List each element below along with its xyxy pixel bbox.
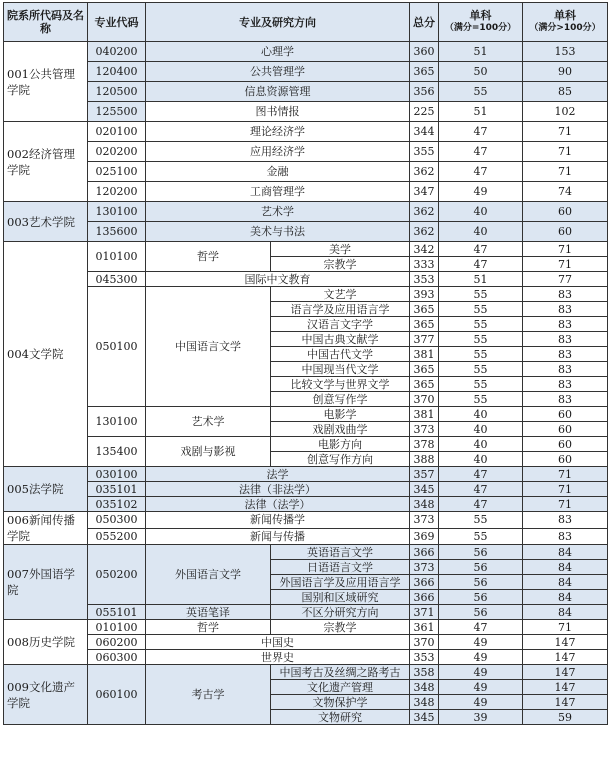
- dept-cell: 009文化遗产学院: [4, 665, 88, 725]
- direction-cell: 宗教学: [271, 257, 410, 272]
- dept-cell: 008历史学院: [4, 620, 88, 665]
- code-cell: 035102: [88, 497, 146, 512]
- single-over100-cell: 153: [523, 42, 608, 62]
- total-cell: 361: [410, 620, 439, 635]
- single-over100-cell: 83: [523, 287, 608, 302]
- dept-cell: 001公共管理学院: [4, 42, 88, 122]
- table-row: [4, 82, 608, 102]
- table-row: [4, 437, 608, 452]
- table-row: [4, 512, 608, 529]
- single-over100-cell: 147: [523, 695, 608, 710]
- single100-cell: 39: [439, 710, 523, 725]
- code-cell: 135400: [88, 437, 146, 467]
- total-cell: 393: [410, 287, 439, 302]
- total-cell: 347: [410, 182, 439, 202]
- total-cell: 348: [410, 680, 439, 695]
- code-cell: 130100: [88, 407, 146, 437]
- single-over100-cell: 71: [523, 467, 608, 482]
- major-cell: 哲学: [146, 620, 271, 635]
- major-cell: 艺术学: [146, 202, 410, 222]
- total-cell: 362: [410, 202, 439, 222]
- table-row: [4, 182, 608, 202]
- direction-cell: 中国考古及丝绸之路考古: [271, 665, 410, 680]
- major-cell: 外国语言文学: [146, 545, 271, 605]
- major-cell: 法律（法学）: [146, 497, 410, 512]
- single-over100-cell: 71: [523, 257, 608, 272]
- single-over100-cell: 60: [523, 202, 608, 222]
- major-cell: 艺术学: [146, 407, 271, 437]
- single100-cell: 49: [439, 665, 523, 680]
- single100-cell: 55: [439, 512, 523, 529]
- single-over100-cell: 77: [523, 272, 608, 287]
- single100-cell: 55: [439, 377, 523, 392]
- table-row: [4, 42, 608, 62]
- total-cell: 333: [410, 257, 439, 272]
- header-single-over-100-title: 单科: [554, 9, 576, 22]
- single-over100-cell: 71: [523, 162, 608, 182]
- total-cell: 357: [410, 467, 439, 482]
- single100-cell: 47: [439, 257, 523, 272]
- major-cell: 新闻与传播: [146, 528, 410, 545]
- direction-cell: 美学: [271, 242, 410, 257]
- major-cell: 工商管理学: [146, 182, 410, 202]
- major-cell: 公共管理学: [146, 62, 410, 82]
- single-over100-cell: 60: [523, 407, 608, 422]
- table-row: [4, 62, 608, 82]
- single100-cell: 47: [439, 497, 523, 512]
- single100-cell: 49: [439, 182, 523, 202]
- total-cell: 345: [410, 482, 439, 497]
- table-row: [4, 665, 608, 680]
- direction-cell: 汉语言文字学: [271, 317, 410, 332]
- table-row: [4, 650, 608, 665]
- total-cell: 371: [410, 605, 439, 620]
- total-cell: 381: [410, 347, 439, 362]
- total-cell: 344: [410, 122, 439, 142]
- major-cell: 新闻传播学: [146, 512, 410, 529]
- table-row: [4, 287, 608, 302]
- single100-cell: 50: [439, 62, 523, 82]
- single100-cell: 40: [439, 452, 523, 467]
- single100-cell: 55: [439, 362, 523, 377]
- table-row: [4, 162, 608, 182]
- code-cell: 050200: [88, 545, 146, 605]
- major-cell: 应用经济学: [146, 142, 410, 162]
- single-over100-cell: 147: [523, 635, 608, 650]
- single100-cell: 47: [439, 142, 523, 162]
- single100-cell: 51: [439, 272, 523, 287]
- single-over100-cell: 71: [523, 620, 608, 635]
- single-over100-cell: 85: [523, 82, 608, 102]
- single-over100-cell: 83: [523, 302, 608, 317]
- single-over100-cell: 60: [523, 222, 608, 242]
- total-cell: 373: [410, 512, 439, 529]
- single-over100-cell: 83: [523, 512, 608, 529]
- single100-cell: 47: [439, 242, 523, 257]
- single-over100-cell: 83: [523, 332, 608, 347]
- dept-cell: 002经济管理学院: [4, 122, 88, 202]
- single100-cell: 47: [439, 620, 523, 635]
- major-cell: 戏剧与影视: [146, 437, 271, 467]
- total-cell: 362: [410, 222, 439, 242]
- direction-cell: 创意写作方向: [271, 452, 410, 467]
- direction-cell: 语言学及应用语言学: [271, 302, 410, 317]
- code-cell: 040200: [88, 42, 146, 62]
- header-single-over-100: [523, 3, 608, 42]
- code-cell: 020100: [88, 122, 146, 142]
- direction-cell: 英语语言文学: [271, 545, 410, 560]
- major-cell: 考古学: [146, 665, 271, 725]
- table-row: [4, 222, 608, 242]
- total-cell: 342: [410, 242, 439, 257]
- single-over100-cell: 147: [523, 680, 608, 695]
- total-cell: 365: [410, 362, 439, 377]
- single-over100-cell: 71: [523, 142, 608, 162]
- total-cell: 365: [410, 377, 439, 392]
- table-row: [4, 467, 608, 482]
- total-cell: 358: [410, 665, 439, 680]
- single-over100-cell: 71: [523, 242, 608, 257]
- direction-cell: 文化遗产管理: [271, 680, 410, 695]
- single100-cell: 56: [439, 560, 523, 575]
- single-over100-cell: 60: [523, 452, 608, 467]
- direction-cell: 戏剧戏曲学: [271, 422, 410, 437]
- code-cell: 125500: [88, 102, 146, 122]
- total-cell: 365: [410, 62, 439, 82]
- total-cell: 355: [410, 142, 439, 162]
- direction-cell: 电影学: [271, 407, 410, 422]
- table-row: [4, 122, 608, 142]
- single100-cell: 47: [439, 482, 523, 497]
- code-cell: 120500: [88, 82, 146, 102]
- code-cell: 035101: [88, 482, 146, 497]
- total-cell: 353: [410, 272, 439, 287]
- single-over100-cell: 74: [523, 182, 608, 202]
- direction-cell: 电影方向: [271, 437, 410, 452]
- single100-cell: 55: [439, 82, 523, 102]
- single-over100-cell: 90: [523, 62, 608, 82]
- total-cell: 348: [410, 497, 439, 512]
- major-cell: 国际中文教育: [146, 272, 410, 287]
- table-row: [4, 482, 608, 497]
- single-over100-cell: 84: [523, 575, 608, 590]
- single-over100-cell: 83: [523, 347, 608, 362]
- single100-cell: 55: [439, 302, 523, 317]
- total-cell: 370: [410, 635, 439, 650]
- table-row: [4, 528, 608, 545]
- direction-cell: 文物保护学: [271, 695, 410, 710]
- total-cell: 365: [410, 317, 439, 332]
- single100-cell: 47: [439, 467, 523, 482]
- dept-cell: 006新闻传播学院: [4, 512, 88, 545]
- code-cell: 045300: [88, 272, 146, 287]
- admission-score-table: [3, 2, 608, 725]
- single100-cell: 40: [439, 407, 523, 422]
- total-cell: 373: [410, 422, 439, 437]
- table-row: [4, 272, 608, 287]
- single100-cell: 47: [439, 122, 523, 142]
- major-cell: 英语笔译: [146, 605, 271, 620]
- code-cell: 055200: [88, 528, 146, 545]
- single100-cell: 49: [439, 635, 523, 650]
- major-cell: 美术与书法: [146, 222, 410, 242]
- header-major: 专业及研究方向: [146, 3, 410, 42]
- total-cell: 345: [410, 710, 439, 725]
- single100-cell: 40: [439, 202, 523, 222]
- single100-cell: 51: [439, 42, 523, 62]
- dept-cell: 003艺术学院: [4, 202, 88, 242]
- single100-cell: 55: [439, 347, 523, 362]
- single100-cell: 55: [439, 528, 523, 545]
- header-total: 总分: [410, 3, 439, 42]
- code-cell: 025100: [88, 162, 146, 182]
- single100-cell: 49: [439, 680, 523, 695]
- dept-cell: 004文学院: [4, 242, 88, 467]
- single-over100-cell: 71: [523, 482, 608, 497]
- total-cell: 362: [410, 162, 439, 182]
- major-cell: 心理学: [146, 42, 410, 62]
- major-cell: 世界史: [146, 650, 410, 665]
- single100-cell: 55: [439, 332, 523, 347]
- code-cell: 010100: [88, 242, 146, 272]
- total-cell: 353: [410, 650, 439, 665]
- direction-cell: 中国现当代文学: [271, 362, 410, 377]
- table-row: [4, 142, 608, 162]
- dept-cell: 007外国语学院: [4, 545, 88, 620]
- single-over100-cell: 102: [523, 102, 608, 122]
- code-cell: 120400: [88, 62, 146, 82]
- code-cell: 120200: [88, 182, 146, 202]
- direction-cell: 国别和区域研究: [271, 590, 410, 605]
- single100-cell: 56: [439, 575, 523, 590]
- single100-cell: 47: [439, 162, 523, 182]
- single100-cell: 49: [439, 695, 523, 710]
- total-cell: 381: [410, 407, 439, 422]
- total-cell: 377: [410, 332, 439, 347]
- header-single-100-title: 单科: [469, 9, 492, 22]
- direction-cell: 文物研究: [271, 710, 410, 725]
- code-cell: 030100: [88, 467, 146, 482]
- major-cell: 哲学: [146, 242, 271, 272]
- single100-cell: 56: [439, 605, 523, 620]
- total-cell: 366: [410, 590, 439, 605]
- code-cell: 055101: [88, 605, 146, 620]
- direction-cell: 日语语言文学: [271, 560, 410, 575]
- code-cell: 050300: [88, 512, 146, 529]
- total-cell: 373: [410, 560, 439, 575]
- major-cell: 信息资源管理: [146, 82, 410, 102]
- total-cell: 225: [410, 102, 439, 122]
- table-row: [4, 202, 608, 222]
- single-over100-cell: 83: [523, 528, 608, 545]
- code-cell: 020200: [88, 142, 146, 162]
- major-cell: 图书情报: [146, 102, 410, 122]
- total-cell: 388: [410, 452, 439, 467]
- major-cell: 理论经济学: [146, 122, 410, 142]
- code-cell: 135600: [88, 222, 146, 242]
- single100-cell: 51: [439, 102, 523, 122]
- code-cell: 050100: [88, 287, 146, 407]
- single-over100-cell: 59: [523, 710, 608, 725]
- direction-cell: 比较文学与世界文学: [271, 377, 410, 392]
- single-over100-cell: 83: [523, 377, 608, 392]
- single100-cell: 49: [439, 650, 523, 665]
- table-row: [4, 102, 608, 122]
- header-single-100-sub: （满分=100分）: [444, 23, 517, 33]
- direction-cell: 不区分研究方向: [271, 605, 410, 620]
- single-over100-cell: 83: [523, 317, 608, 332]
- total-cell: 378: [410, 437, 439, 452]
- total-cell: 370: [410, 392, 439, 407]
- total-cell: 360: [410, 42, 439, 62]
- single-over100-cell: 84: [523, 560, 608, 575]
- table-row: [4, 242, 608, 257]
- single-over100-cell: 147: [523, 650, 608, 665]
- table-row: [4, 605, 608, 620]
- single100-cell: 40: [439, 422, 523, 437]
- code-cell: 130100: [88, 202, 146, 222]
- header-single-100: [439, 3, 523, 42]
- single-over100-cell: 71: [523, 122, 608, 142]
- single-over100-cell: 84: [523, 605, 608, 620]
- single100-cell: 55: [439, 392, 523, 407]
- header-single-over-100-sub: （满分>100分）: [529, 23, 601, 33]
- header-dept: 院系所代码及名称: [4, 3, 88, 42]
- single100-cell: 55: [439, 317, 523, 332]
- single100-cell: 56: [439, 590, 523, 605]
- header-row: [4, 3, 608, 42]
- single100-cell: 40: [439, 437, 523, 452]
- major-cell: 金融: [146, 162, 410, 182]
- total-cell: 356: [410, 82, 439, 102]
- code-cell: 060200: [88, 635, 146, 650]
- direction-cell: 宗教学: [271, 620, 410, 635]
- dept-cell: 005法学院: [4, 467, 88, 512]
- table-row: [4, 635, 608, 650]
- single100-cell: 55: [439, 287, 523, 302]
- table-row: [4, 620, 608, 635]
- direction-cell: 中国古典文献学: [271, 332, 410, 347]
- code-cell: 060100: [88, 665, 146, 725]
- major-cell: 法学: [146, 467, 410, 482]
- total-cell: 365: [410, 302, 439, 317]
- code-cell: 060300: [88, 650, 146, 665]
- table-row: [4, 497, 608, 512]
- major-cell: 中国语言文学: [146, 287, 271, 407]
- single-over100-cell: 60: [523, 422, 608, 437]
- total-cell: 348: [410, 695, 439, 710]
- single-over100-cell: 83: [523, 362, 608, 377]
- single100-cell: 40: [439, 222, 523, 242]
- single-over100-cell: 60: [523, 437, 608, 452]
- direction-cell: 外国语言学及应用语言学: [271, 575, 410, 590]
- table-row: [4, 407, 608, 422]
- single-over100-cell: 83: [523, 392, 608, 407]
- direction-cell: 文艺学: [271, 287, 410, 302]
- single-over100-cell: 147: [523, 665, 608, 680]
- table-row: [4, 545, 608, 560]
- major-cell: 法律（非法学）: [146, 482, 410, 497]
- total-cell: 369: [410, 528, 439, 545]
- major-cell: 中国史: [146, 635, 410, 650]
- single-over100-cell: 84: [523, 545, 608, 560]
- single100-cell: 56: [439, 545, 523, 560]
- single-over100-cell: 84: [523, 590, 608, 605]
- direction-cell: 创意写作学: [271, 392, 410, 407]
- single-over100-cell: 71: [523, 497, 608, 512]
- code-cell: 010100: [88, 620, 146, 635]
- direction-cell: 中国古代文学: [271, 347, 410, 362]
- total-cell: 366: [410, 545, 439, 560]
- header-code: 专业代码: [88, 3, 146, 42]
- total-cell: 366: [410, 575, 439, 590]
